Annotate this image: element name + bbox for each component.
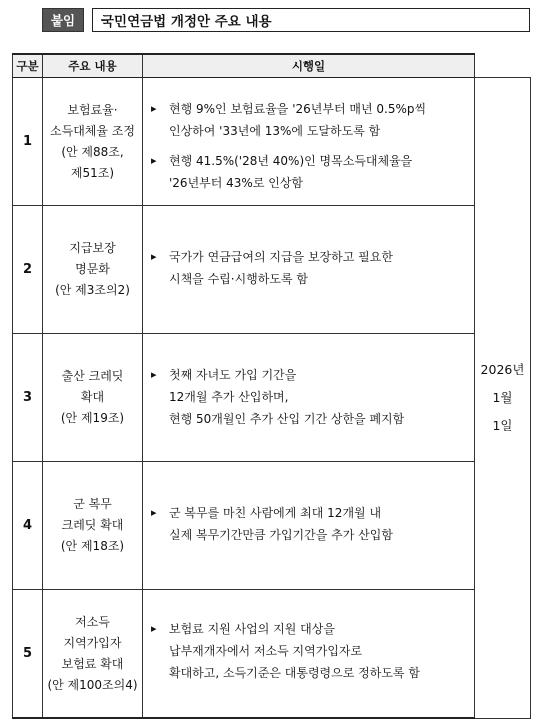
content-bullet [143, 98, 474, 142]
item-line: 크레딧 확대 [61, 518, 124, 532]
item-line: 저소득 [75, 614, 110, 629]
row-number: 3 [13, 334, 43, 462]
content-line: 실제 복무기간만큼 가입기간을 추가 산입함 [169, 528, 393, 542]
table-row [13, 462, 531, 590]
table-row [13, 334, 531, 462]
table-row [13, 590, 531, 719]
effective-date-month: 1월 [492, 389, 513, 405]
item-line: 지역가입자 [63, 635, 122, 650]
attachment-header [42, 8, 530, 32]
column-header-content: 주요 내용 [43, 54, 143, 78]
row-content [143, 590, 475, 719]
effective-date-day: 1일 [492, 417, 513, 433]
column-header-effective-date: 시행일 [143, 54, 475, 78]
content-bullet [143, 618, 474, 684]
content-line: 인상하여 '33년에 13%에 도달하도록 함 [169, 124, 381, 138]
item-line: 지급보장 [69, 241, 116, 255]
table-header-row [13, 54, 531, 78]
item-line: (안 제3조의2) [55, 283, 130, 297]
content-line: ▸ 현행 41.5%('28년 40%)인 명목소득대체율을 [169, 154, 413, 168]
row-item [43, 78, 143, 206]
content-line: 시책을 수립·시행하도록 함 [169, 272, 308, 286]
document-title: 국민연금법 개정안 주요 내용 [92, 8, 530, 32]
table-row [13, 78, 531, 206]
row-number: 4 [13, 462, 43, 590]
content-bullet [143, 246, 474, 290]
content-bullet [143, 150, 474, 194]
content-bullet [143, 364, 474, 430]
item-line: 군 복무 [73, 497, 112, 511]
item-line: (안 제18조) [60, 539, 125, 553]
effective-date-cell [475, 78, 531, 719]
content-line: ▸ 보험료 지원 사업의 지원 대상을 [169, 622, 335, 636]
table-row [13, 206, 531, 334]
row-item [43, 590, 143, 719]
item-line: 제51조) [70, 165, 115, 180]
item-line: (안 제100조의4) [47, 677, 138, 692]
item-line: 소득대체율 조정 [50, 123, 135, 138]
effective-date-year: 2026년 [480, 361, 525, 377]
item-line: 보험료율· [67, 102, 118, 117]
content-line: ▸ 현행 9%인 보험료율을 '26년부터 매년 0.5%p씩 [169, 102, 427, 116]
content-line: ▸ 첫째 자녀도 가입 기간을 [169, 368, 297, 382]
row-number: 2 [13, 206, 43, 334]
item-line: 출산 크레딧 [61, 369, 124, 383]
row-number: 1 [13, 78, 43, 206]
row-item [43, 206, 143, 334]
content-line: ▸ 국가가 연금급여의 지급을 보장하고 필요한 [169, 250, 393, 264]
row-item [43, 462, 143, 590]
amendment-summary-table [12, 53, 531, 719]
row-content [143, 78, 475, 206]
content-line: ▸ 군 복무를 마친 사람에게 최대 12개월 내 [169, 506, 382, 520]
item-line: 명문화 [75, 262, 110, 276]
content-line: 확대하고, 소득기준은 대통령령으로 정하도록 함 [169, 666, 420, 680]
content-line: '26년부터 43%로 인상함 [169, 176, 304, 190]
row-item [43, 334, 143, 462]
column-header-category: 구분 [13, 54, 43, 78]
item-line: 보험료 확대 [61, 656, 124, 671]
row-content [143, 334, 475, 462]
row-content [143, 462, 475, 590]
content-line: 납부재개자에서 저소득 지역가입자로 [169, 644, 363, 658]
row-number: 5 [13, 590, 43, 719]
attachment-badge: 붙임 [42, 8, 84, 32]
content-bullet [143, 502, 474, 546]
item-line: 확대 [80, 390, 105, 404]
content-line: 12개월 추가 산입하며, [169, 390, 289, 404]
row-content [143, 206, 475, 334]
item-line: (안 제88조, [61, 144, 124, 159]
content-line: 현행 50개월인 추가 산입 기간 상한을 폐지함 [169, 412, 405, 426]
item-line: (안 제19조) [60, 411, 125, 425]
